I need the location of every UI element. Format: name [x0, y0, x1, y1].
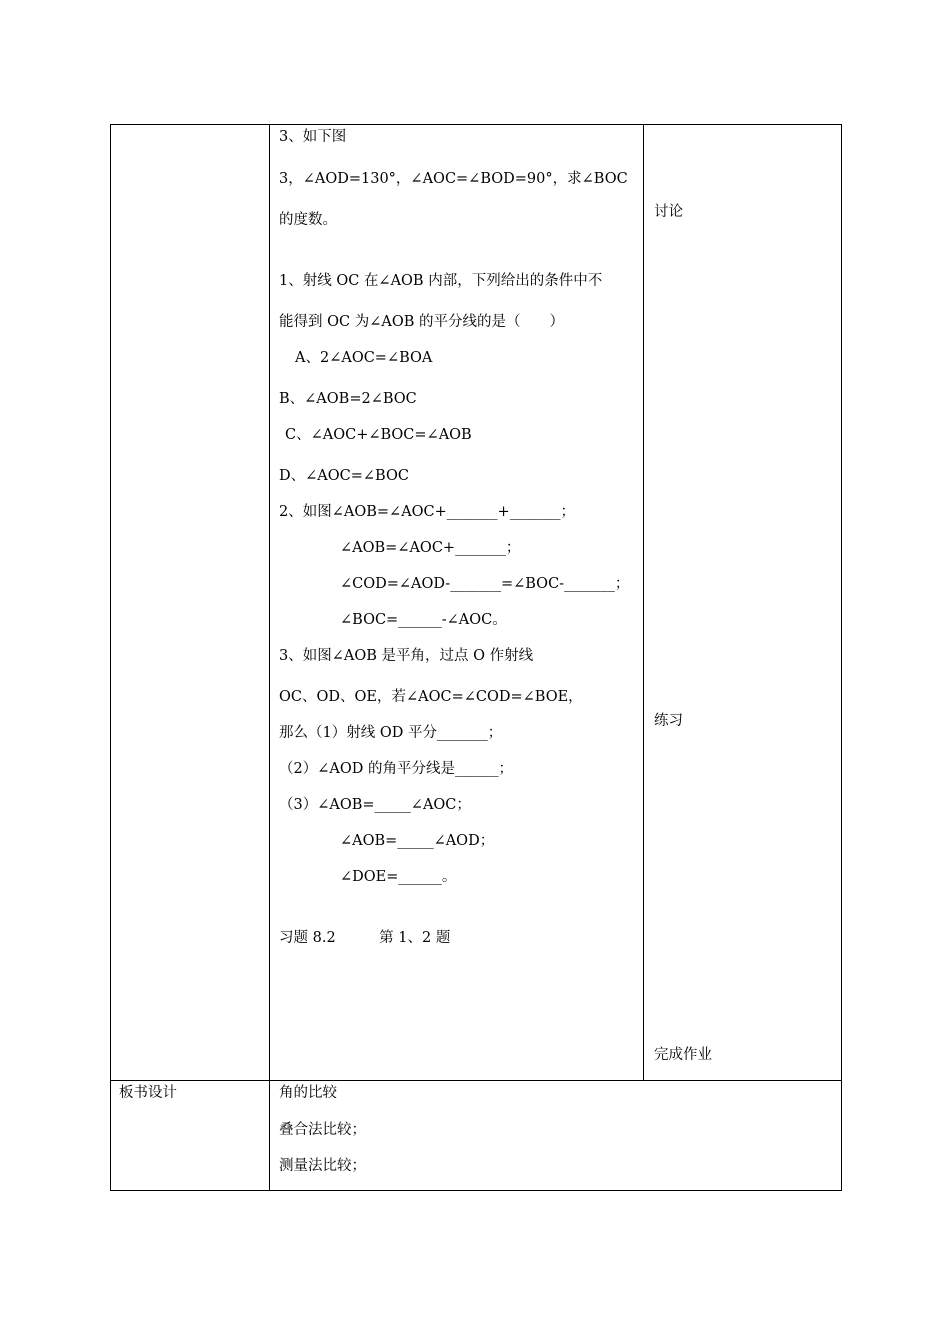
board-line-2: 叠合法比较； — [279, 1122, 366, 1138]
board-line-3: 测量法比较； — [279, 1158, 366, 1174]
content-line-1: 3、如下图 — [279, 129, 347, 145]
content-line-21: 习题 8.2 第 1、2 题 — [279, 930, 451, 946]
content-line-15: OC、OD、OE，若∠AOC=∠COD=∠BOE， — [279, 689, 583, 705]
content-line-17: （2）∠AOD 的角平分线是______； — [279, 761, 513, 777]
content-line-20: ∠DOE=______。 — [340, 869, 457, 885]
content-line-12: ∠COD=∠AOD-_______=∠BOC-_______； — [340, 576, 630, 592]
content-line-5: 能得到 OC 为∠AOB 的平分线的是（ ） — [279, 314, 564, 330]
content-line-6: A、2∠AOC=∠BOA — [295, 350, 433, 366]
content-line-14: 3、如图∠AOB 是平角，过点 O 作射线 — [279, 648, 534, 664]
column-divider-left — [269, 124, 270, 1191]
content-line-16: 那么（1）射线 OD 平分_______； — [279, 725, 503, 741]
content-line-19: ∠AOB=_____∠AOD； — [340, 833, 495, 849]
note-homework: 完成作业 — [654, 1047, 712, 1063]
content-line-7: B、∠AOB=2∠BOC — [279, 391, 417, 407]
board-label: 板书设计 — [119, 1085, 177, 1101]
content-line-8: C、∠AOC+∠BOC=∠AOB — [285, 427, 472, 443]
row-divider — [110, 1080, 842, 1081]
content-line-9: D、∠AOC=∠BOC — [279, 468, 409, 484]
content-line-3: 的度数。 — [279, 212, 337, 228]
content-line-10: 2、如图∠AOB=∠AOC+_______+_______； — [279, 504, 575, 520]
content-line-11: ∠AOB=∠AOC+_______； — [340, 540, 521, 556]
note-discuss: 讨论 — [654, 204, 683, 220]
content-line-2: 3，∠AOD=130°，∠AOC=∠BOD=90°，求∠BOC — [279, 171, 628, 187]
content-line-18: （3）∠AOB=_____∠AOC； — [279, 797, 471, 813]
board-line-1: 角的比较 — [279, 1085, 337, 1101]
column-divider-right — [643, 124, 644, 1080]
content-line-13: ∠BOC=______-∠AOC。 — [340, 612, 507, 628]
note-practice: 练习 — [654, 713, 683, 729]
content-line-4: 1、射线 OC 在∠AOB 内部，下列给出的条件中不 — [279, 273, 603, 289]
